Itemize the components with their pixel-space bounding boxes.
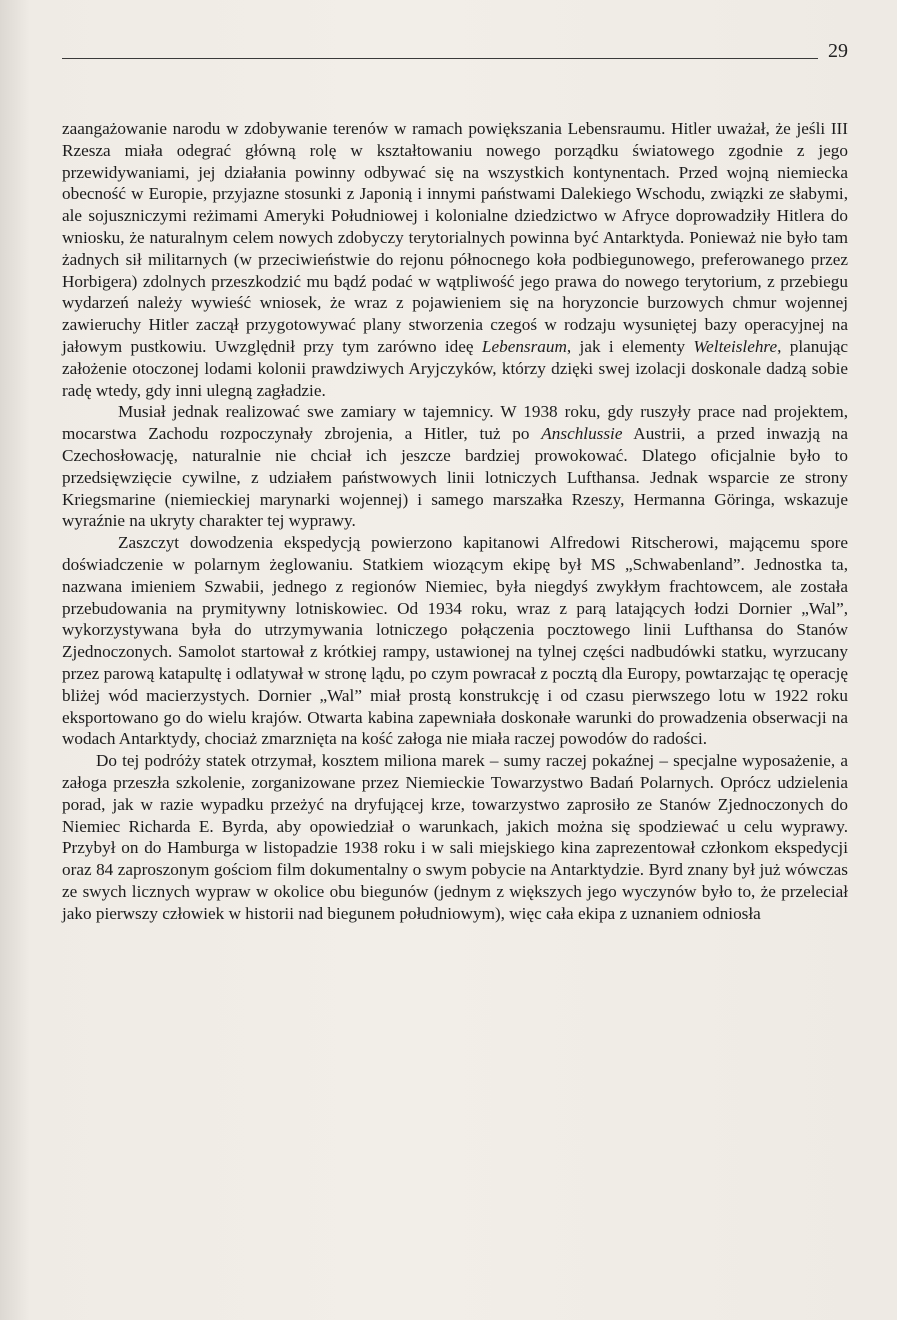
paragraph-3 (62, 532, 848, 750)
italic-term: Anschlussie (541, 424, 623, 444)
italic-term: Welteislehre (693, 336, 778, 356)
text-run: Austrii, a przed inwazją na Czechosłowację, naturalnie nie chciał ich jeszcze bardziej prowokować. Dlatego oficjalnie było to przedsięwzięcie cywilne, z udziałem państwowych linii lotniczych Lufthansa. Jednak wsparcie ze strony Kriegsmarine (niemieckiej marynarki wojennej) i samego marszałka Rzeszy, Hermanna Göringa, wskazuje wyraźnie na ukryty charakter tej wyprawy. (62, 424, 848, 531)
text-run: Zaszczyt dowodzenia ekspedycją powierzono kapitanowi Alfredowi Ritscherowi, mającemu spore doświadczenie w polarnym żeglowaniu. Statkiem wiozącym ekipę był MS „Schwabenland”. Jednostka ta, nazwana imieniem Szwabii, jednego z regionów Niemiec, była niegdyś zwykłym frachtowcem, ale została przebudowania na prymitywny lotniskowiec. Od 1934 roku, wraz z parą latających łodzi Dornier „Wal”, wykorzystywana była do utrzymywania lotniczego połączenia pocztowego linii Lufthansa do Stanów Zjednoczonych. Samolot startował z krótkiej rampy, ustawionej na tylnej części nadbudówki statku, wyrzucany przez parową katapultę i odlatywał w stronę lądu, po czym powracał z pocztą dla Europy, powtarzając tę operację bliżej wód macierzystych. Dornier „Wal” miał prostą konstrukcję i od czasu pierwszego lotu w 1922 roku eksportowano go do wielu krajów. Otwarta kabina zapewniała doskonałe warunki do prowadzenia obserwacji na wodach Antarktydy, chociaż zmarznięta na kość załoga nie miała raczej powodów do radości. (62, 533, 848, 749)
paragraph-1 (62, 118, 848, 401)
text-run: zaangażowanie narodu w zdobywanie terenów w ramach powiększania Lebensraumu. Hitler uważał, że jeśli III Rzesza miała odegrać główną rolę w kształtowaniu nowego porządku światowego zgodnie z jego przewidywaniami, jej działania powinny odbywać się na wszystkich kontynentach. Przed wojną niemiecka obecność w Europie, przyjazne stosunki z Japonią i innymi państwami Dalekiego Wschodu, związki ze słabymi, ale sojuszniczymi reżimami Ameryki Południowej i kolonialne dziedzictwo w Afryce doprowadziły Hitlera do wniosku, że naturalnym celem nowych zdobyczy terytorialnych powinna być Antarktyda. Ponieważ nie było tam żadnych sił militarnych (w przeciwieństwie do rejonu północnego koła podbiegunowego, preferowanego przez Horbigera) zdolnych przeszkodzić mu bądź podać w wątpliwość jego prawa do nowego terytorium, z przebiegu wydarzeń należy wywieść wniosek, że wraz z pojawieniem się na horyzoncie burzowych chmur wojennej zawieruchy Hitler zaczął przygotowywać plany stworzenia czegoś w rodzaju wysuniętej bazy operacyjnej na jałowym pustkowiu. Uwzględnił przy tym zarówno ideę (62, 119, 848, 356)
body-text (62, 118, 848, 924)
text-run: , jak i elementy (566, 336, 694, 356)
paragraph-2 (62, 401, 848, 532)
header-rule (62, 58, 818, 59)
text-run: Do tej podróży statek otrzymał, kosztem miliona marek – sumy raczej pokaźnej – specjalne wyposażenie, a załoga przeszła szkolenie, zorganizowane przez Niemieckie Towarzystwo Badań Polarnych. Oprócz udzielenia porad, jak w razie wypadku przeżyć na dryfującej krze, towarzystwo zaprosiło ze Stanów Zjednoczonych do Niemiec Richarda E. Byrda, aby opowiedział o warunkach, jakich można się spodziewać u celu wyprawy. Przybył on do Hamburga w listopadzie 1938 roku i w sali miejskiego kina zaprezentował członkom ekspedycji oraz 84 zaproszonym gościom film dokumentalny o swym pobycie na Antarktydzie. Byrd znany był już wówczas ze swych licznych wypraw w okolice obu biegunów (jednym z większych jego wyczynów było to, że przeleciał jako pierwszy człowiek w historii nad biegunem południowym), więc cała ekipa z uznaniem odniosła (62, 751, 848, 923)
text-run: Musiał jednak realizować swe zamiary w tajemnicy. W 1938 roku, gdy ruszyły prace nad projektem, mocarstwa Zachodu rozpoczynały zbrojenia, a Hitler, tuż po (62, 402, 848, 444)
italic-term: Lebensraum (481, 336, 567, 356)
page-number: 29 (828, 40, 848, 62)
text-run: , planując założenie otoczonej lodami kolonii prawdziwych Aryjczyków, którzy dzięki swej izolacji doskonale dadzą sobie radę wtedy, gdy inni ulegną zagładzie. (62, 336, 848, 400)
paragraph-4 (62, 750, 848, 924)
